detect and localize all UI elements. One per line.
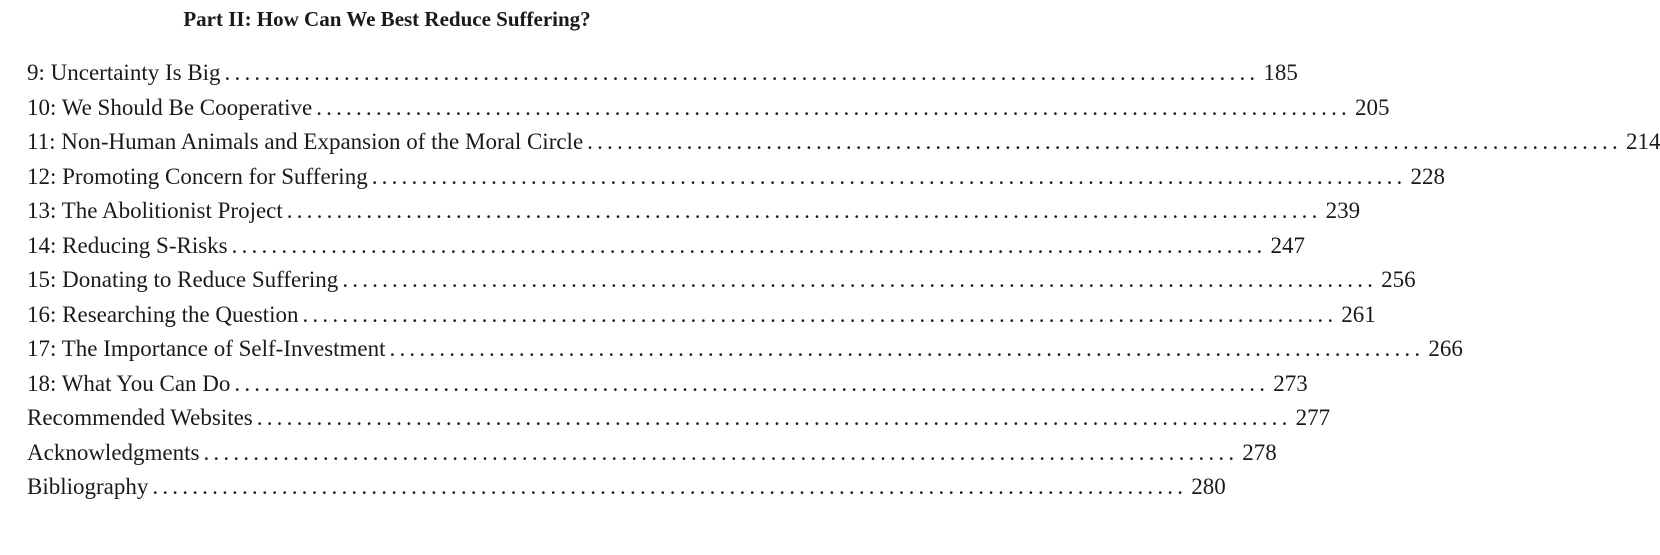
toc-entry[interactable] bbox=[27, 162, 1446, 197]
dot-leader: ........................................................................................................ bbox=[587, 129, 1622, 154]
toc-entry[interactable] bbox=[27, 127, 1660, 162]
toc-page-number: 277 bbox=[1295, 405, 1331, 430]
toc-entry-title: 17: The Importance of Self-Investment bbox=[27, 336, 386, 361]
toc-entry-title: 18: What You Can Do bbox=[27, 370, 231, 396]
dot-leader: ........................................................................................................ bbox=[286, 198, 1322, 223]
toc-page-number: 185 bbox=[1263, 60, 1298, 85]
dot-leader: ........................................................................................................ bbox=[256, 405, 1292, 430]
part-title: Part II: How Can We Best Reduce Suffering? bbox=[183, 7, 591, 31]
toc-entry[interactable] bbox=[27, 334, 1463, 369]
toc-entry-title: Bibliography bbox=[27, 474, 149, 499]
toc-page-number: 228 bbox=[1410, 163, 1446, 189]
toc-entry-title: 13: The Abolitionist Project bbox=[27, 198, 283, 223]
dot-leader: ........................................................................................................ bbox=[224, 60, 1260, 85]
toc-entry[interactable] bbox=[27, 438, 1277, 473]
toc-entry-title: 10: We Should Be Cooperative bbox=[27, 94, 313, 120]
toc-page-number: 278 bbox=[1242, 439, 1277, 465]
toc-entry-title: Acknowledgments bbox=[27, 439, 200, 465]
toc-entry-title: 15: Donating to Reduce Suffering bbox=[27, 267, 339, 292]
toc-entry-title: 14: Reducing S-Risks bbox=[27, 232, 228, 258]
dot-leader: ........................................................................................................ bbox=[371, 163, 1407, 189]
toc-entry[interactable] bbox=[27, 93, 1390, 128]
dot-leader: ........................................................................................................ bbox=[152, 474, 1188, 499]
toc-entry-title: Recommended Websites bbox=[27, 405, 253, 430]
toc-entry-title: 16: Researching the Question bbox=[27, 301, 299, 327]
toc-entry-title: 12: Promoting Concern for Suffering bbox=[27, 163, 368, 189]
toc-page-number: 266 bbox=[1428, 336, 1463, 361]
toc-page-number: 280 bbox=[1191, 474, 1226, 499]
toc-page-number: 256 bbox=[1381, 267, 1416, 292]
toc-entry-title: 9: Uncertainty Is Big bbox=[27, 60, 221, 85]
toc-entry[interactable] bbox=[27, 231, 1305, 266]
toc-entry[interactable] bbox=[27, 265, 1416, 300]
toc-page-number: 214 bbox=[1625, 129, 1660, 154]
toc-entry[interactable] bbox=[27, 300, 1376, 335]
toc-entry[interactable] bbox=[27, 58, 1298, 93]
toc-entry[interactable] bbox=[27, 472, 1226, 507]
toc-page-number: 239 bbox=[1325, 198, 1361, 223]
dot-leader: ........................................................................................................ bbox=[234, 370, 1270, 396]
toc-entry[interactable] bbox=[27, 196, 1361, 231]
table-of-contents bbox=[27, 58, 1660, 507]
toc-entry[interactable] bbox=[27, 403, 1331, 438]
toc-page-number: 247 bbox=[1270, 232, 1305, 258]
toc-entry-title: 11: Non-Human Animals and Expansion of the Moral Circle bbox=[27, 129, 584, 154]
dot-leader: ........................................................................................................ bbox=[203, 439, 1239, 465]
toc-page-number: 273 bbox=[1273, 370, 1308, 396]
dot-leader: ........................................................................................................ bbox=[342, 267, 1378, 292]
toc-page-number: 205 bbox=[1355, 94, 1390, 120]
dot-leader: ........................................................................................................ bbox=[231, 232, 1267, 258]
dot-leader: ........................................................................................................ bbox=[316, 94, 1351, 120]
dot-leader: ........................................................................................................ bbox=[302, 301, 1338, 327]
toc-entry[interactable] bbox=[27, 369, 1308, 404]
dot-leader: ........................................................................................................ bbox=[389, 336, 1425, 361]
toc-page-number: 261 bbox=[1341, 301, 1376, 327]
